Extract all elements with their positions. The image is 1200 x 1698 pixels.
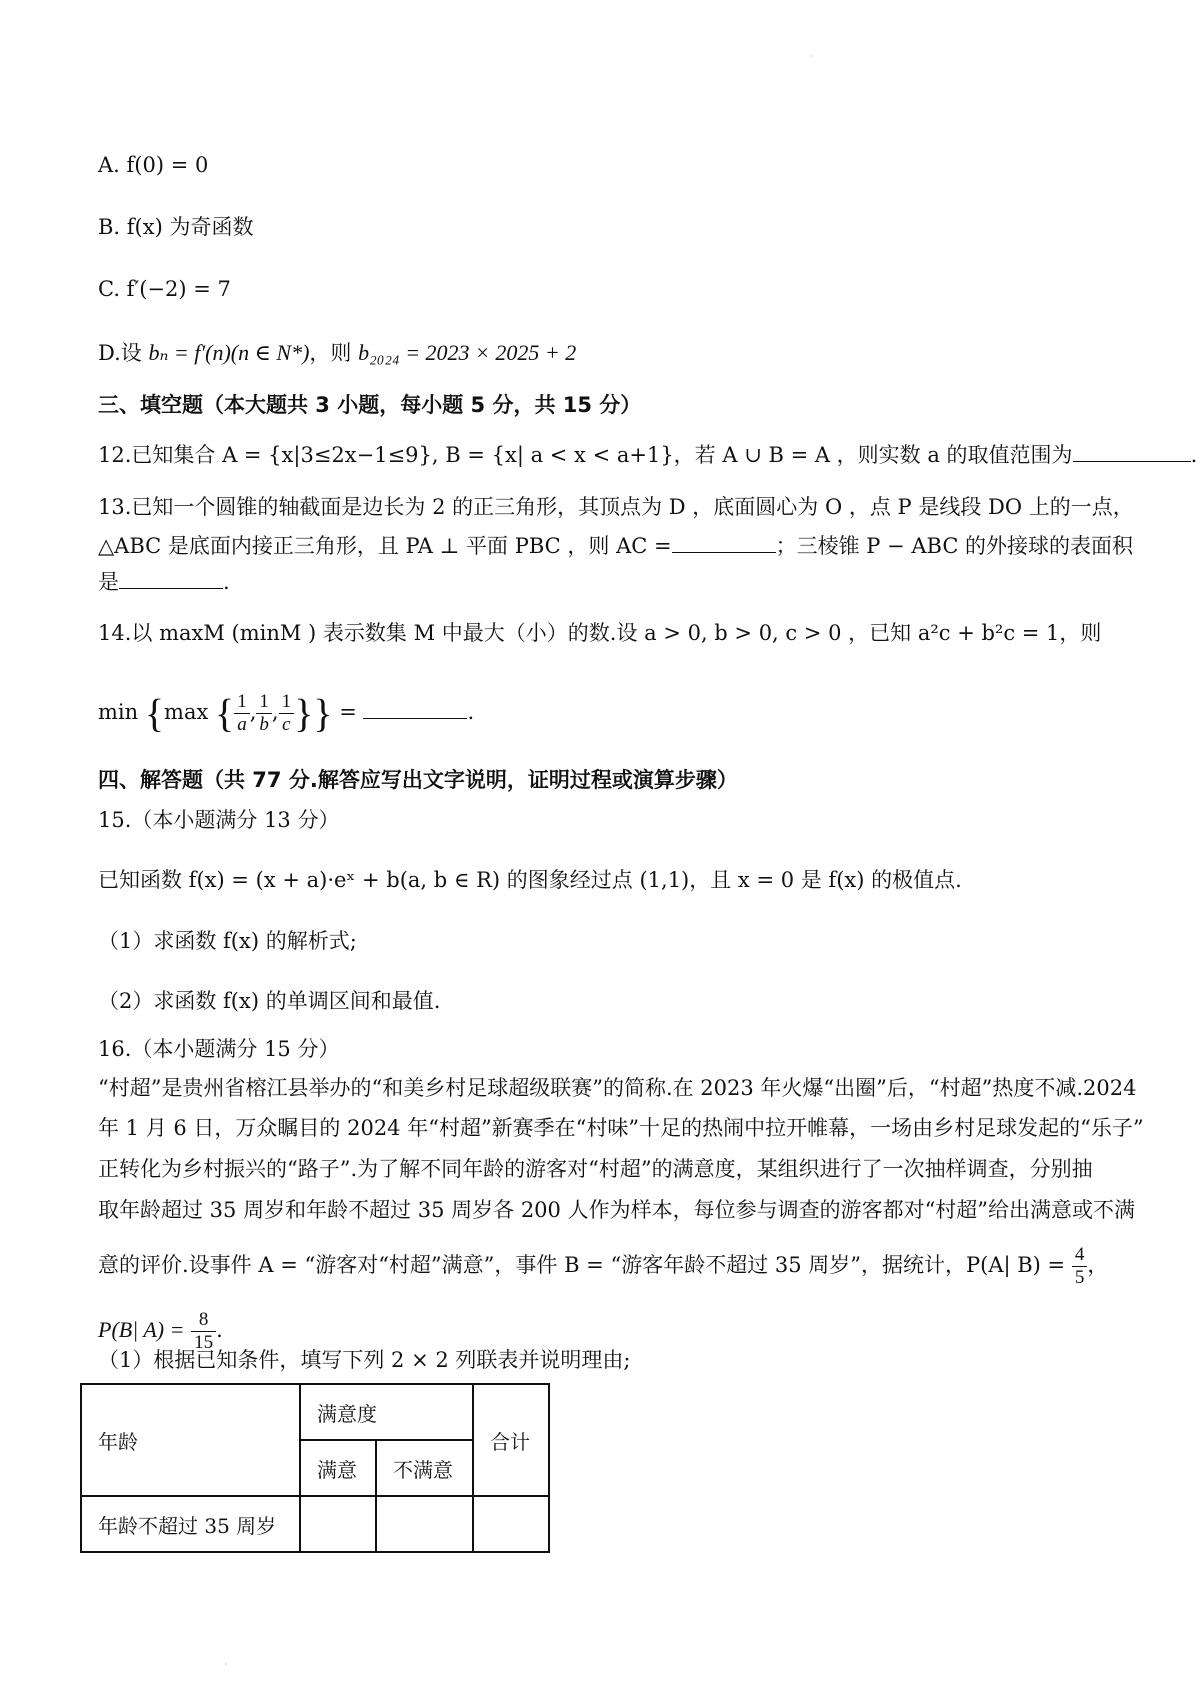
q14-frac-c [279, 691, 295, 736]
q13-line3-text: 是 [98, 570, 119, 594]
q14-line1: 14.以 maxM (minM ) 表示数集 M 中最大（小）的数.设 a > 0, b > 0, c > 0 ，已知 a²c + b²c = 1，则 [98, 621, 1102, 645]
q15-title: 15.（本小题满分 13 分） [98, 808, 340, 832]
q13-line2 [98, 531, 1133, 561]
q12-blank[interactable] [1073, 441, 1191, 462]
q14-equals: = [339, 700, 357, 724]
contingency-table [80, 1383, 550, 1553]
q14-inner-brace-open: { [215, 690, 235, 736]
section3-heading: 三、填空题（本大题共 3 小题，每小题 5 分，共 15 分） [98, 393, 642, 417]
q14-frac-a [234, 691, 250, 736]
option-d-mid: ，则 [309, 341, 359, 365]
row-label-under35: 年龄不超过 35 周岁 [81, 1496, 300, 1552]
option-b [98, 212, 253, 242]
q13-line3 [98, 567, 230, 597]
header-total: 合计 [473, 1384, 549, 1496]
option-d-formula: bₙ = f′(n)(n ∈ N*) [148, 340, 310, 365]
q16-frac-p2-num: 8 [191, 1309, 216, 1332]
q13-line2-tail: ；三棱锥 P − ABC 的外接球的表面积 [775, 534, 1134, 558]
q13-line2-text: △ABC 是底面内接正三角形，且 PA ⊥ 平面 PBC ，则 AC = [98, 534, 672, 558]
header-satisfaction: 满意度 [300, 1384, 473, 1440]
q12-end: . [1190, 443, 1198, 467]
header-unsatisfied: 不满意 [376, 1440, 473, 1496]
option-c-text: C. f′(−2) = 7 [98, 277, 231, 301]
q12-text: 12.已知集合 A = {x|3≤2x−1≤9}, B = {x| a < x < a+1}，若 A ∪ B = A ，则实数 a 的取值范围为 [98, 443, 1073, 467]
q14-frac-b [256, 691, 272, 736]
q16-p1-end: ， [1087, 1253, 1109, 1277]
q15-part2: （2）求函数 f(x) 的单调区间和最值. [98, 989, 441, 1013]
option-a-text: A. f(0) = 0 [98, 153, 209, 177]
q14-frac-a-num: 1 [234, 691, 250, 714]
option-c [98, 274, 231, 304]
q16-frac-p2-den: 15 [194, 1332, 214, 1353]
option-b-text: B. f(x) 为奇函数 [98, 215, 254, 239]
option-d-result: b₂₀₂₄ = 2023 × 2025 + 2 [358, 340, 577, 365]
scan-mark: · [810, 52, 813, 61]
option-d-prefix: D.设 [98, 341, 149, 365]
q15-body: 已知函数 f(x) = (x + a)·eˣ + b(a, b ∈ R) 的图象经过点 (1,1)，且 x = 0 是 f(x) 的极值点. [98, 868, 962, 892]
q13-line1: 13.已知一个圆锥的轴截面是边长为 2 的正三角形，其顶点为 D ，底面圆心为 O ，点 P 是线段 DO 上的一点， [98, 495, 1134, 519]
q16-p2-end: . [216, 1318, 223, 1342]
q14-frac-c-den: c [282, 714, 291, 735]
header-satisfied: 满意 [300, 1440, 376, 1496]
q14-outer-brace-close: } [313, 690, 333, 736]
q14-formula: min {max { $\frac{1}{a}$ , $\frac{1}{b}$ , $\frac{1}{c}$ }} = . [98, 690, 475, 736]
q12 [98, 440, 1197, 470]
q16-line2: 年 1 月 6 日，万众瞩目的 2024 年“村超”新赛季在“村味”十足的热闹中拉开帷幕，一场由乡村足球发起的“乐子” [98, 1116, 1144, 1140]
option-a [98, 150, 208, 180]
q16-line3: 正转化为乡村振兴的“路子”.为了解不同年龄的游客对“村超”的满意度，某组织进行了一次抽样调查，分别抽 [98, 1157, 1093, 1181]
q16-frac-p1 [1072, 1244, 1088, 1289]
q16-line1: “村超”是贵州省榕江县举办的“和美乡村足球超级联赛”的简称.在 2023 年火爆“出圈”后，“村超”热度不减.2024 [98, 1076, 1137, 1100]
q16-frac-p1-num: 4 [1072, 1244, 1088, 1267]
q14-frac-c-num: 1 [279, 691, 295, 714]
q14-max: max [164, 700, 209, 724]
cell-under35-total[interactable] [473, 1496, 549, 1552]
q13-line3-end: . [223, 570, 230, 594]
q16-line4: 取年龄超过 35 周岁和年龄不超过 35 周岁各 200 人作为样本，每位参与调查的游客都对“村超”给出满意或不满 [98, 1198, 1136, 1222]
cell-under35-satisfied[interactable] [300, 1496, 376, 1552]
q14-outer-brace-open: { [144, 690, 165, 736]
q14-frac-b-den: b [259, 714, 269, 735]
q14-blank[interactable] [363, 698, 467, 719]
q16-frac-p1-den: 5 [1074, 1267, 1085, 1288]
header-age: 年龄 [81, 1384, 300, 1496]
q16-part1: （1）根据已知条件，填写下列 2 × 2 列联表并说明理由; [98, 1348, 631, 1372]
q16-p2-label: P(B| A) = [98, 1317, 185, 1342]
q14-frac-b-num: 1 [256, 691, 272, 714]
footer-mark: · [225, 1660, 228, 1669]
q16-title: 16.（本小题满分 15 分） [98, 1037, 340, 1061]
option-d [98, 338, 576, 368]
q14-end: . [467, 700, 475, 724]
q14-frac-a-den: a [237, 714, 247, 735]
q16-line5-text: 意的评价.设事件 A = “游客对“村超”满意”，事件 B = “游客年龄不超过 35 周岁”，据统计，P(A| B) = [98, 1253, 1066, 1277]
q13-blank-area[interactable] [119, 568, 223, 589]
cell-under35-unsatisfied[interactable] [376, 1496, 473, 1552]
q15-part1: （1）求函数 f(x) 的解析式; [98, 929, 357, 953]
q14-min: min [98, 700, 139, 724]
q14-inner-brace-close: } [294, 690, 314, 736]
q13-blank-ac[interactable] [672, 532, 776, 553]
q16-line5 [98, 1240, 1108, 1290]
section4-heading: 四、解答题（共 77 分.解答应写出文字说明，证明过程或演算步骤） [98, 768, 738, 792]
